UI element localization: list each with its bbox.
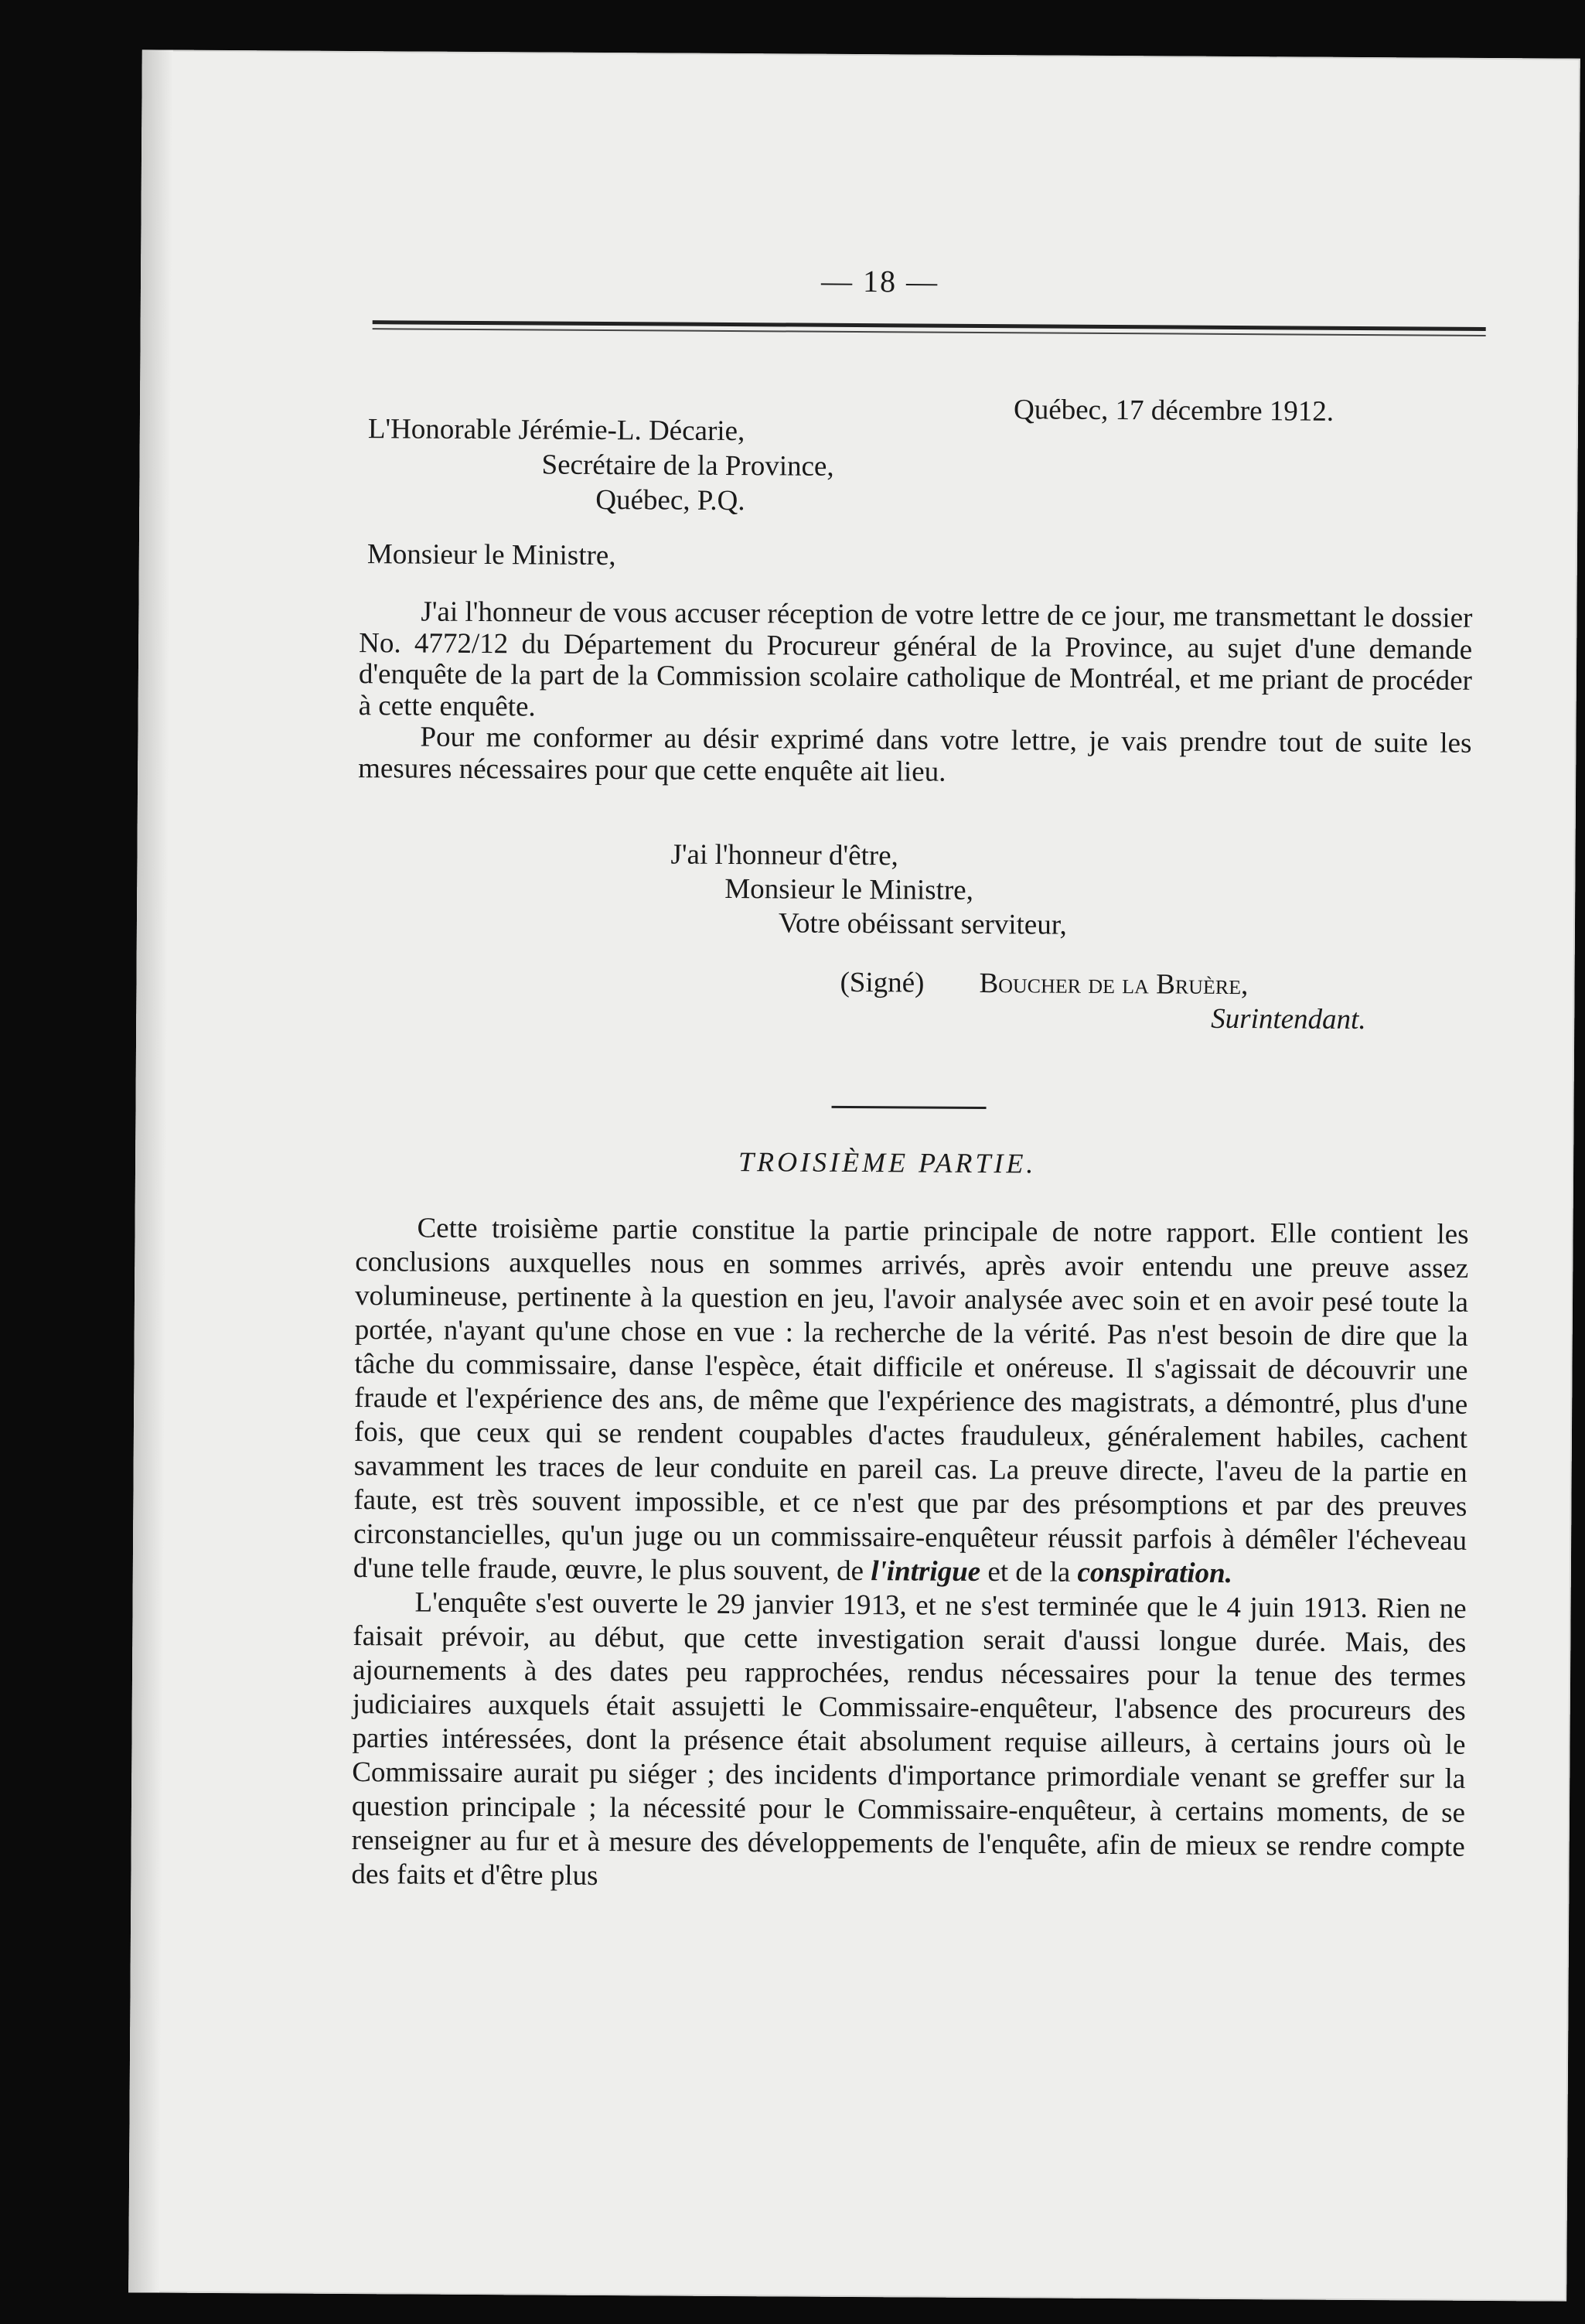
document-page xyxy=(128,49,1580,2301)
section-separator xyxy=(832,1106,987,1109)
letter-paragraph: J'ai l'honneur de vous accuser réception de votre lettre de ce jour, me transmettant le dossier No. 4772/12 du Département du Procureur général de la Province, au sujet d'une demande d'enquête de la part de la Commission scolaire catholique de Montréal, et me priant de procéder à cette enquête. xyxy=(358,596,1473,722)
signer-name: Boucher de la Bruère, xyxy=(979,967,1249,1002)
letter-paragraph: Pour me conformer au désir exprimé dans votre lettre, je vais prendre tout de suite les mesures nécessaires pour que cette enquête ait lieu. xyxy=(358,721,1472,788)
report-paragraph-2: L'enquête s'est ouverte le 29 janvier 1913, et ne s'est terminée que le 4 juin 1913. Rien ne faisait prévoir, au début, que cette investigation serait d'aussi longue durée. Mais, des ajournements à des dates peu rapprochées, rendus nécessaires pour la tenue des termes judiciaires auxquels était assujetti le Commissaire-enquêteur, l'absence des procureurs des parties intéressées, dont la présence était absolument requise ailleurs, à certains jours où le Commissaire aurait pu siéger ; des incidents d'importance primordiale venant se greffer sur la question principale ; la nécessité pour le Commissaire-enquêteur, à certains moments, de se renseigner au fur et à mesure des développements de l'enquête, afin de mieux se rendre compte des faits et d'être plus xyxy=(351,1586,1467,1892)
letter-body xyxy=(358,596,1472,791)
addressee-line-3: Québec, P.Q. xyxy=(595,483,745,517)
place-date: Québec, 17 décembre 1912. xyxy=(1013,394,1334,428)
addressee-line-1: L'Honorable Jérémie-L. Décarie, xyxy=(367,413,745,448)
closing-line-1: J'ai l'honneur d'être, xyxy=(670,838,898,872)
addressee-line-2: Secrétaire de la Province, xyxy=(541,449,834,483)
salutation: Monsieur le Ministre, xyxy=(366,538,616,572)
closing-line-3: Votre obéissant serviteur, xyxy=(778,907,1067,941)
page-number: — 18 — xyxy=(820,263,939,299)
signed-label: (Signé) xyxy=(840,966,925,999)
closing-line-2: Monsieur le Ministre, xyxy=(724,872,974,906)
report-paragraph-1: Cette troisième partie constitue la partie principale de notre rapport. Elle contient les conclusions auxquelles nous en sommes arrivés, après avoir entendu une preuve assez volumineuse, pertinente à la question en jeu, l'avoir analysée avec soin et en avoir pesé toute la portée, n'ayant qu'une chose en vue : la recherche de la vérité. Pas n'est besoin de dire que la tâche du commissaire, danse l'espèce, était difficile et onéreuse. Il s'agissait de découvrir une fraude et l'expérience des ans, de même que l'expérience des magistrats, a démontré, plus d'une fois, que ceux qui se rendent coupables d'actes frauduleux, généralement habiles, cachent savamment les traces de leur conduite en pareil cas. La preuve directe, l'aveu de la partie en faute, est très souvent impossible, et ce n'est que par des présomptions et par des preuves circonstancielles, qu'un juge ou un commissaire-enquêteur réussit parfois à démêler l'écheveau d'une telle fraude, œuvre, le plus souvent, de l'intrigue et de la conspiration. xyxy=(353,1212,1469,1589)
signer-title: Surintendant. xyxy=(1211,1002,1366,1036)
section-heading: TROISIÈME PARTIE. xyxy=(738,1146,1037,1179)
report-body xyxy=(351,1211,1468,1899)
